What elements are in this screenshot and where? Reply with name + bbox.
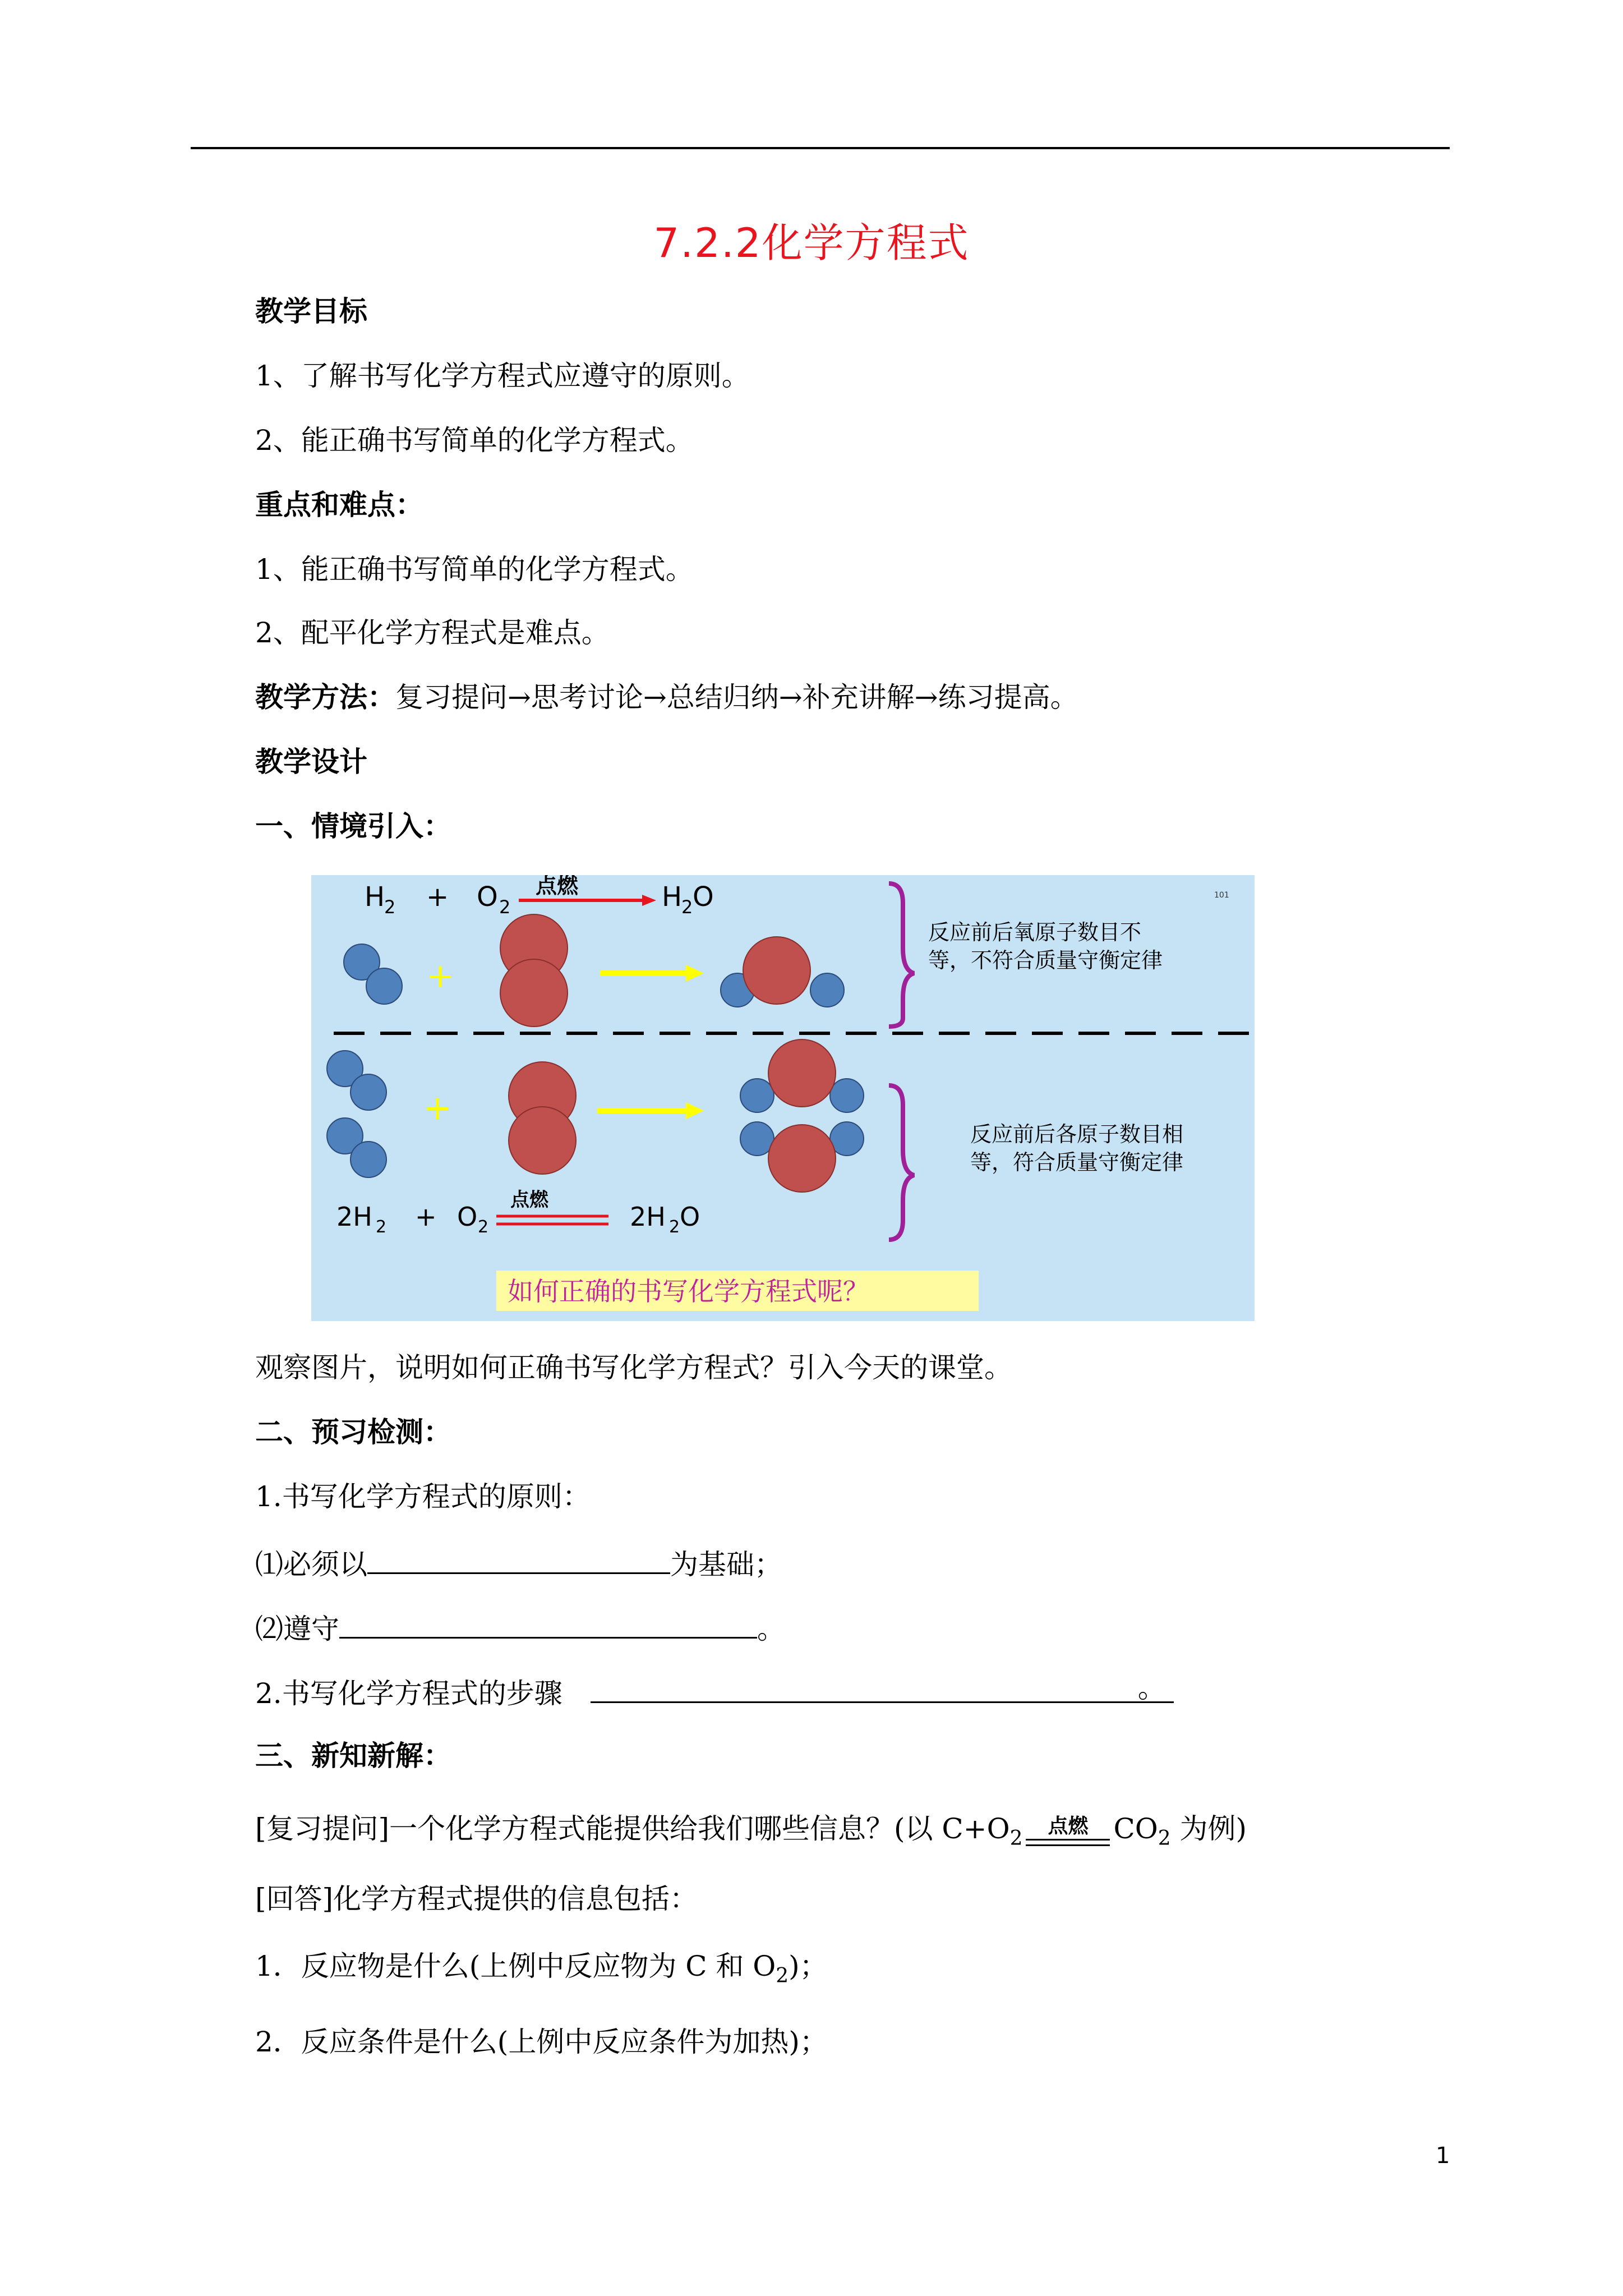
eq1-h: H [365, 881, 385, 913]
eq1-o-sub: 2 [499, 896, 511, 918]
oxygen-atom [509, 1107, 576, 1174]
eq1-o: O [477, 881, 498, 913]
corner-label: 101 [1214, 891, 1229, 900]
review-product-sub: 2 [1158, 1827, 1171, 1850]
hydrogen-atom [810, 973, 844, 1007]
answer-blank[interactable] [339, 1610, 757, 1639]
review-question [255, 1812, 1247, 1856]
objectives-heading: 教学目标 [255, 295, 367, 328]
eq1-prod-h: H [662, 881, 683, 913]
hydrogen-atom [740, 1079, 774, 1112]
hydrogen-atom [830, 1079, 864, 1112]
eq2-right: 2H [630, 1202, 666, 1232]
eq2-o: O [457, 1202, 478, 1232]
answer-blank[interactable] [591, 1674, 1174, 1703]
plus-sign: + [423, 1088, 452, 1128]
section2-heading: 二、预习检测： [255, 1416, 451, 1448]
eq2-right-o: O [680, 1202, 700, 1232]
note1-line2: 等，不符合质量守衡定律 [928, 948, 1163, 973]
method-line [255, 680, 1078, 714]
note2-line2: 等，符合质量守衡定律 [970, 1150, 1184, 1175]
review-prefix: [复习提问]一个化学方程式能提供给我们哪些信息？(以 C+O [255, 1812, 1010, 1845]
eq2-left: 2H [336, 1202, 372, 1232]
eq1-prod-o: O [693, 881, 714, 913]
method-text: 复习提问→思考讨论→总结归纳→补充讲解→练习提高。 [395, 681, 1078, 714]
info-item-2: 2．反应条件是什么(上例中反应条件为加热)； [255, 2026, 828, 2058]
eq2-left-sub: 2 [376, 1217, 387, 1237]
eq1-condition: 点燃 [536, 875, 579, 898]
preview-q1a [255, 1545, 782, 1581]
eq1-prod-sub: 2 [681, 896, 693, 918]
design-heading: 教学设计 [255, 746, 367, 778]
q1b-prefix: ⑵遵守 [255, 1613, 339, 1645]
note2-line1: 反应前后各原子数目相 [970, 1122, 1184, 1147]
item1-sub: 2 [776, 1964, 789, 1987]
oxygen-atom [768, 1039, 836, 1107]
page-title: 7.2.2化学方程式 [653, 219, 970, 266]
eq2-o-sub: 2 [478, 1217, 489, 1237]
hydrogen-atom [351, 1074, 386, 1110]
item1-suffix: )； [789, 1950, 828, 1982]
eq1-h-sub: 2 [384, 896, 396, 918]
oxygen-atom [500, 959, 568, 1027]
info-item-1 [255, 1949, 828, 1993]
answer-intro: [回答]化学方程式提供的信息包括： [255, 1883, 698, 1915]
q1a-prefix: ⑴必须以 [255, 1548, 367, 1581]
question-text: 如何正确的书写化学方程式呢？ [508, 1276, 869, 1306]
item1-prefix: 1．反应物是什么(上例中反应物为 C 和 O [255, 1950, 776, 1982]
preview-q2 [255, 1674, 1174, 1710]
eq1-plus: + [426, 881, 449, 913]
review-product: CO [1113, 1812, 1158, 1845]
note1-line1: 反应前后氧原子数目不 [928, 920, 1142, 945]
q2-prefix: 2.书写化学方程式的步骤 [255, 1677, 562, 1710]
reaction-condition [1026, 1815, 1110, 1856]
review-sub: 2 [1009, 1827, 1023, 1850]
hydrogen-atom [351, 1142, 386, 1177]
key-point-item: 2、配平化学方程式是难点。 [255, 616, 610, 649]
method-label: 教学方法： [255, 681, 395, 714]
page-number: 1 [1436, 2143, 1450, 2169]
oxygen-atom [743, 937, 810, 1004]
hydrogen-atom [366, 968, 402, 1004]
eq2-right-sub: 2 [669, 1217, 680, 1237]
key-points-heading: 重点和难点： [255, 489, 423, 521]
section1-heading: 一、情境引入： [255, 810, 451, 843]
plus-sign: + [426, 956, 455, 996]
figure-caption: 观察图片，说明如何正确书写化学方程式？引入今天的课堂。 [255, 1351, 1012, 1384]
condition-label: 点燃 [1048, 1815, 1089, 1838]
q1a-suffix: 为基础； [670, 1548, 782, 1581]
eq2-plus: + [415, 1202, 437, 1232]
review-suffix: 为例) [1170, 1812, 1247, 1845]
header-rule [191, 147, 1450, 149]
section3-heading: 三、新知新解： [255, 1740, 451, 1772]
objective-item: 2、能正确书写简单的化学方程式。 [255, 424, 694, 457]
q2-suffix: 。 [1137, 1672, 1166, 1704]
preview-q1b [255, 1610, 785, 1646]
answer-blank[interactable] [367, 1545, 670, 1574]
objective-item: 1、了解书写化学方程式应遵守的原则。 [255, 360, 750, 392]
oxygen-atom [768, 1125, 836, 1192]
key-point-item: 1、能正确书写简单的化学方程式。 [255, 553, 694, 586]
q1b-suffix: 。 [757, 1613, 785, 1645]
eq2-condition: 点燃 [510, 1189, 548, 1211]
preview-q1: 1.书写化学方程式的原则： [255, 1480, 591, 1513]
reaction-diagram [311, 875, 1255, 1321]
